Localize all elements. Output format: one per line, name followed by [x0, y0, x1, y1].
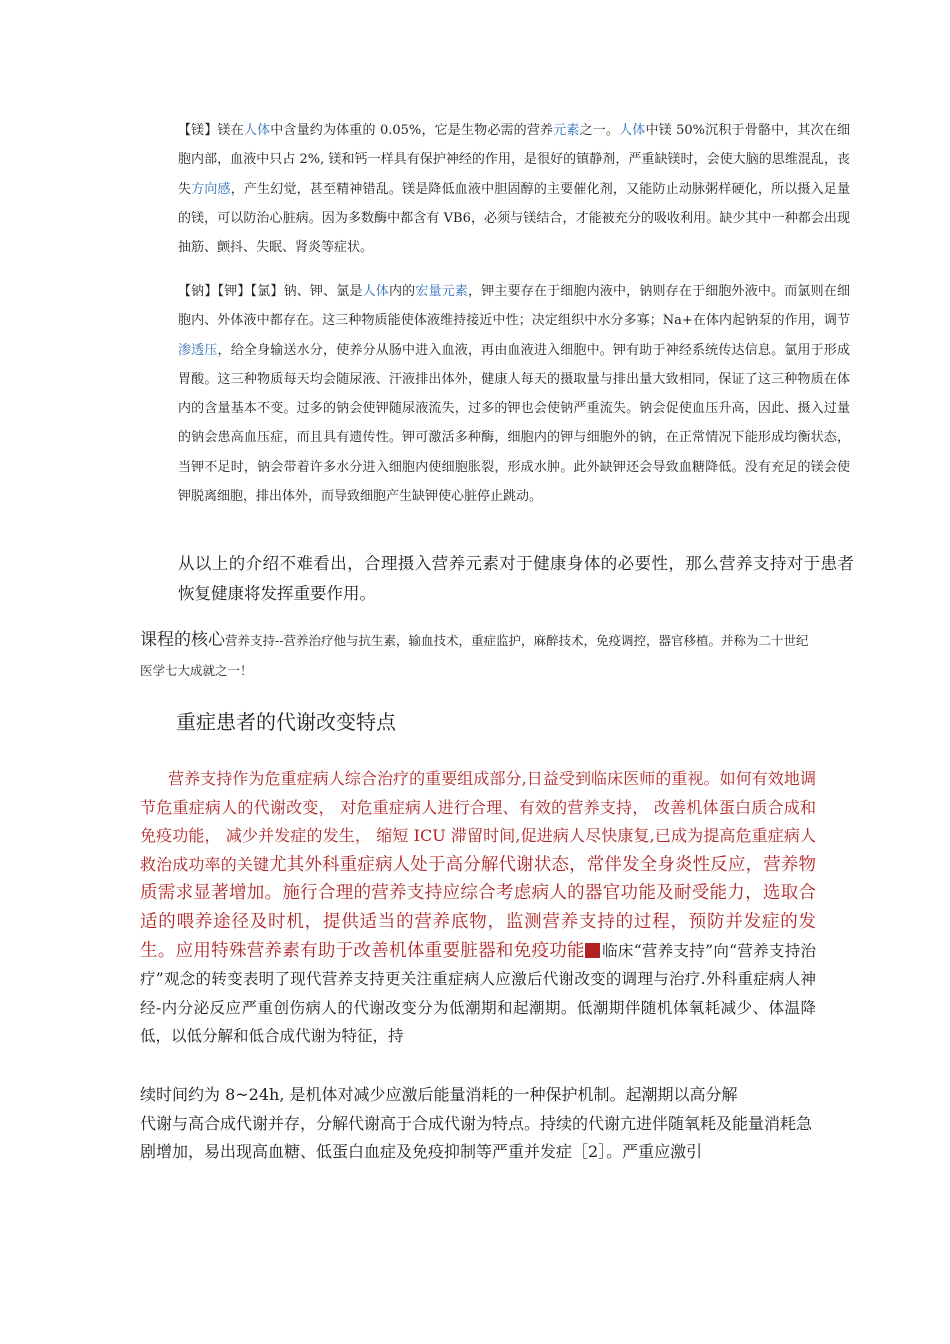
red-text-run-large: 尤其外科重症病人处于高分解代谢状态，常伴发全身炎性反应，营养物质需求显著增加。施行合理的营养支持应综合考虑病人的器官功能及耐受能力，选取合适的喂养途径及时机，提供适当的营养底物，监测营养支持的过程，预防并发症的发生。应用特殊营养素有助于改善机体重要脏器和免疫功能	[140, 854, 816, 961]
course-core-text: 营养支持--营养治疗他与抗生素，输血技术，重症监护，麻醉技术，免疫调控，器官移植。并称为二十世纪医学七大成就之一！	[140, 633, 809, 678]
text-run: 临床“营养支持”向“营养支持治疗”观念的转变表明了现代营养支持更关注重症病人应激后代谢改变的调理与治疗.外科重症病人神经-内分泌反应严重创伤病人的代谢改变分为低潮期和起潮期。低潮期伴随机体氧耗减少、体温降低，以低分解和低合成代谢为特征，持	[140, 941, 816, 1046]
link-element[interactable]: 元素	[553, 123, 580, 138]
text-run: ，钾主要存在于细胞内液中，钠则存在于细胞外液中。而氯则在细胞内、外体液中都存在。这三种物质能使体液维持接近中性；决定组织中水分多寡；Na+在体内起钠泵的作用，调节	[178, 284, 850, 329]
red-text-run: 营养支持作为危重症病人综合治疗的重要组成部分,日益受到临床医师的重视。如何有效地调节危重症病人的代谢改变， 对危重症病人进行合理、有效的营养支持， 改善机体蛋白质合成和免疫功能， 减少并发症的发生， 缩短 ICU 滞留时间,促进病人尽快康复,已成为提高危重症病人救治成功率的关键	[140, 769, 816, 874]
link-human-body[interactable]: 人体	[619, 123, 646, 138]
text-run: 中含量约为体重的 0.05%，它是生物必需的营养	[270, 123, 554, 138]
paragraph-sodium-potassium-chlorine	[140, 277, 850, 511]
link-macro-element[interactable]: 宏量元素	[415, 284, 469, 299]
text-line: 续时间约为 8~24h, 是机体对减少应激后能量消耗的一种保护机制。起潮期以高分解	[140, 1085, 738, 1104]
section-heading: 重症患者的代谢改变特点	[176, 710, 396, 734]
link-osmotic-pressure[interactable]: 渗透压	[178, 342, 218, 358]
paragraph-intro: 从以上的介绍不难看出，合理摄入营养元素对于健康身体的必要性，那么营养支持对于患者恢复健康将发挥重要作用。	[178, 554, 854, 603]
link-sense-of-direction[interactable]: 方向感	[191, 181, 231, 197]
link-human-body[interactable]: 人体	[362, 284, 389, 299]
paragraph-magnesium	[140, 116, 850, 262]
text-run: 之一。	[579, 123, 620, 138]
paragraph-nutrition-support	[140, 765, 816, 1051]
text-run: ，给全身输送水分，使养分从肠中进入血液，再由血液进入细胞中。钾有助于神经系统传达信息。氯用于形成胃酸。这三种物质每天均会随尿液、汗液排出体外，健康人每天的摄取量与排出量大致相同，保证了这三种物质在体内的含量基本不变。过多的钠会使钾随尿液流失，过多的钾也会使钠严重流失。钠会促使血压升高，因此、摄入过量的钠会患高血压症，而且具有遗传性。钾可激活多种酶，细胞内的钾与细胞外的钠，在正常情况下能形成均衡状态，当钾不足时，钠会带着许多水分进入细胞内使细胞胀裂，形成水肿。此外缺钾还会导致血糖降低。没有充足的镁会使钾脱离细胞，排出体外，而导致细胞产生缺钾使心脏停止跳动。	[178, 342, 850, 505]
paragraph-continuation	[140, 1081, 816, 1167]
paragraph-course-core	[140, 625, 816, 685]
red-square-marker-icon	[585, 943, 600, 958]
text-run: ，产生幻觉，甚至精神错乱。镁是降低血液中胆固醇的主要催化剂，又能防止动脉粥样硬化，所以摄入足量的镁，可以防治心脏病。因为多数酶中都含有 VB6，必须与镁结合，才能被充分的吸收利用。缺少其中一种都会出现抽筋、颤抖、失眠、肾炎等症状。	[178, 181, 850, 256]
link-human-body[interactable]: 人体	[243, 123, 271, 138]
course-core-label: 课程的核心	[140, 630, 225, 650]
text-line: 代谢与高合成代谢并存，分解代谢高于合成代谢为特点。持续的代谢亢进伴随氧耗及能量消耗急剧增加，易出现高血糖、低蛋白血症及免疫抑制等严重并发症［2］。严重应激引	[140, 1113, 813, 1161]
text-run: 【钠】【钾】【氯】钠、钾、氯是	[178, 284, 363, 299]
text-run: 内的	[388, 284, 416, 299]
text-run: 中镁 50%沉积于骨骼中，其次在细胞内部，血液中只占 2%, 镁和钙一样具有保护神经的作用，是很好的镇静剂，严重缺镁时，会使大脑的思维混乱，丧失	[178, 123, 850, 197]
text-run: 【镁】镁在	[178, 123, 244, 138]
